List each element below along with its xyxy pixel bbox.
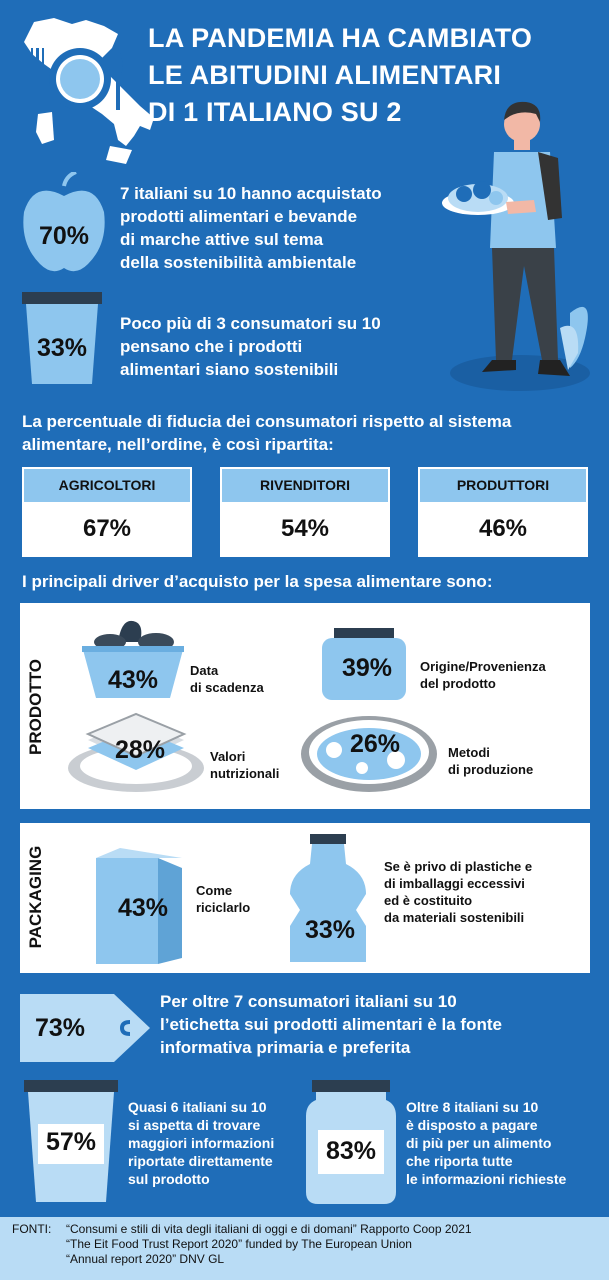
- source-item: “Annual report 2020” DNV GL: [66, 1252, 225, 1266]
- prodotto-43-pct: 43%: [107, 666, 159, 694]
- stat-33-pct: 33%: [36, 334, 88, 362]
- trust-box-rivenditori: [220, 467, 390, 557]
- prodotto-label: PRODOTTO: [26, 658, 45, 756]
- packaging-33-text: Se è privo di plastiche e di imballaggi eccessivi ed è costituito da materiali sostenibili: [384, 859, 533, 925]
- prodotto-28-pct: 28%: [114, 736, 166, 764]
- source-item: “Consumi e stili di vita degli italiani di oggi e di domani” Rapporto Coop 2021: [66, 1222, 472, 1236]
- sources-footer: [0, 1217, 609, 1280]
- trust-heading: La percentuale di fiducia dei consumatori rispetto al sistema alimentare, nell’ordine, è così ripartita:: [22, 412, 512, 454]
- title-line-1: LA PANDEMIA HA CAMBIATO: [148, 23, 533, 53]
- prodotto-26-text: Metodi di produzione: [448, 745, 534, 777]
- prodotto-43-text: Data di scadenza: [190, 663, 264, 695]
- prodotto-39-text: Origine/Provenienza del prodotto: [420, 659, 546, 691]
- title-line-2: LE ABITUDINI ALIMENTARI: [148, 60, 502, 90]
- packaging-33-pct: 33%: [304, 916, 356, 944]
- trust-box-produttori: [418, 467, 588, 557]
- plate-cutlery-icon: [28, 44, 128, 114]
- sources-label: FONTI:: [12, 1222, 52, 1236]
- sources-list: [66, 1222, 472, 1267]
- trust-label: AGRICOLTORI: [24, 469, 190, 502]
- person-with-tray-icon: [430, 98, 600, 398]
- source-item: “The Eit Food Trust Report 2020” funded by The European Union: [66, 1237, 412, 1251]
- trust-label: RIVENDITORI: [222, 469, 388, 502]
- prodotto-26-pct: 26%: [349, 730, 401, 758]
- stat-33-text: Poco più di 3 consumatori su 10 pensano che i prodotti alimentari siano sostenibili: [120, 314, 381, 379]
- trust-value: 67%: [82, 515, 132, 542]
- label-stat-text: Per oltre 7 consumatori italiani su 10 l’etichetta sui prodotti alimentari è la fonte informativa primaria e preferita: [160, 992, 502, 1057]
- trust-value: 54%: [280, 515, 330, 542]
- title-line-3: DI 1 ITALIANO SU 2: [148, 97, 402, 127]
- stat-70-text: 7 italiani su 10 hanno acquistato prodotti alimentari e bevande di marche attive sul tema della sostenibilità ambientale: [120, 184, 382, 272]
- trust-value: 46%: [478, 515, 528, 542]
- bottom-57-text: Quasi 6 italiani su 10 si aspetta di trovare maggiori informazioni riportate direttamente sul prodotto: [128, 1099, 275, 1187]
- bottom-57-pct: 57%: [45, 1128, 97, 1156]
- prodotto-39-pct: 39%: [341, 654, 393, 682]
- trust-label: PRODUTTORI: [420, 469, 586, 502]
- trust-box-agricoltori: [22, 467, 192, 557]
- packaging-label: PACKAGING: [26, 845, 45, 949]
- stat-70-pct: 70%: [38, 222, 90, 250]
- label-stat-pct: 73%: [34, 1014, 86, 1042]
- packaging-43-pct: 43%: [117, 894, 169, 922]
- prodotto-28-text: Valori nutrizionali: [210, 749, 280, 781]
- bottom-83-pct: 83%: [325, 1137, 377, 1165]
- bottom-83-text: Oltre 8 italiani su 10 è disposto a pagare di più per un alimento che riporta tutte le informazioni richieste: [406, 1099, 567, 1187]
- packaging-43-text: Come riciclarlo: [196, 883, 251, 915]
- drivers-heading: I principali driver d’acquisto per la spesa alimentare sono:: [22, 572, 493, 591]
